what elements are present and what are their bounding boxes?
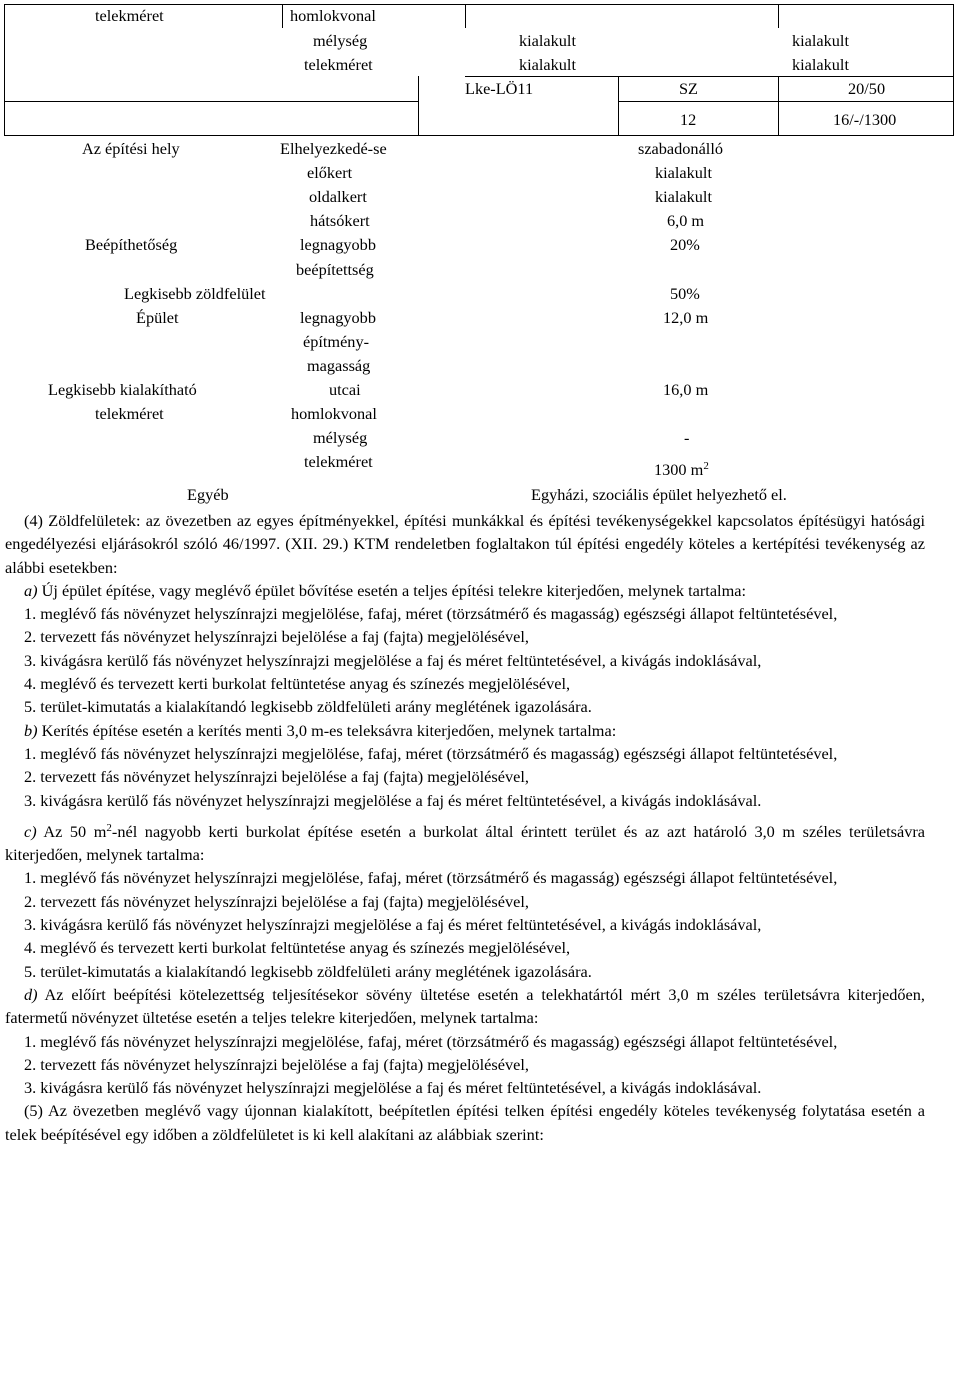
item-d-1: 1. meglévő fás növényzet helyszínrajzi megjelölése, fafaj, méret (törzsátmérő és magasság) egészségi állapot feltüntetésével, [24, 1031, 838, 1051]
row-label-epulet: Épület [136, 308, 179, 327]
cell-zone-height: 12 [680, 110, 697, 129]
row-sub-elokert: előkert [307, 163, 353, 182]
item-c [5, 820, 925, 867]
row-sub-utcai-1: utcai [329, 380, 361, 399]
row-sub-telekmeret: telekméret [304, 452, 373, 471]
item-d-3: 3. kivágásra kerülő fás növényzet helyszínrajzi megjelölése a faj és méret feltüntetésével, a kivágás indoklásával. [24, 1078, 762, 1098]
row-label-legkisebb-2: telekméret [95, 404, 164, 423]
item-d [5, 983, 925, 1030]
row-val-utcai: 16,0 m [663, 380, 709, 399]
item-c-2: 2. tervezett fás növényzet helyszínrajzi bejelölése a faj (fajta) megjelölésével, [24, 891, 529, 911]
cell-melyseg-val1: kialakult [519, 31, 576, 50]
row-sub-beepitettseg: beépítettség [296, 260, 374, 279]
item-c-text-2: -nél nagyobb kerti burkolat építése esetén a burkolat által érintett terület és az azt határoló 3,0 m széles területsávra kiterjedően, melynek tartalma: [5, 821, 925, 865]
item-b [5, 719, 925, 742]
row-val-zoldfelulet: 50% [670, 284, 700, 303]
row-val-melyseg: - [684, 428, 690, 447]
item-b-1: 1. meglévő fás növényzet helyszínrajzi megjelölése, fafaj, méret (törzsátmérő és magasság) egészségi állapot feltüntetésével, [24, 743, 838, 763]
row-label-legkisebb-1: Legkisebb kialakítható [48, 380, 197, 399]
item-a-3: 3. kivágásra kerülő fás növényzet helyszínrajzi megjelölése a faj és méret feltüntetésével, a kivágás indoklásával, [24, 650, 762, 670]
row-label-egyeb: Egyéb [187, 485, 229, 504]
row-label-epitesi-hely: Az építési hely [82, 139, 180, 158]
cell-zone-ratio: 20/50 [848, 79, 886, 98]
item-a-5: 5. terület-kimutatás a kialakítandó legkisebb zöldfelületi arány meglétének igazolására. [24, 697, 592, 717]
row-sub-legnagyobb: legnagyobb [300, 235, 376, 254]
item-a-2: 2. tervezett fás növényzet helyszínrajzi bejelölése a faj (fajta) megjelölésével, [24, 627, 529, 647]
row-sub-oldalkert: oldalkert [309, 187, 367, 206]
item-b-3: 3. kivágásra kerülő fás növényzet helyszínrajzi megjelölése a faj és méret feltüntetésével, a kivágás indoklásával. [24, 790, 762, 810]
row-val-beepitettseg: 20% [670, 235, 700, 254]
paragraph-4: (4) Zöldfelületek: az övezetben az egyes építményekkel, építési munkákkal és építési tevékenységekkel kapcsolatos építésügyi hatósági engedélyezési eljárásokról szóló 46/1997. (XII. 29.) KTM rendeletben foglaltakon túl építési engedély köteles a kertépítési tevékenység az alábbi esetekben: [5, 511, 925, 577]
body-text [5, 509, 925, 1146]
item-b-label: b) [24, 720, 38, 740]
row-val-hatsokert: 6,0 m [667, 211, 705, 230]
row-val-oldalkert: kialakult [655, 187, 712, 206]
cell-homlokvonal: homlokvonal [290, 6, 376, 25]
cell-melyseg-val2: kialakult [792, 31, 849, 50]
row-sub-utcai-2: homlokvonal [291, 404, 377, 423]
item-c-4: 4. meglévő és tervezett kerti burkolat feltüntetése anyag és színezés megjelölésével, [24, 938, 571, 958]
item-a-label: a) [24, 580, 38, 600]
row-label-beepithetoseg: Beépíthetőség [85, 235, 178, 254]
cell-telekmeret: telekméret [95, 6, 164, 25]
cell-telekmeret-val1: kialakult [519, 55, 576, 74]
cell-zone-type: SZ [679, 79, 699, 98]
row-sub-magassag-2: építmény- [303, 332, 370, 351]
item-c-text-1: Az 50 m [36, 821, 107, 841]
item-a-1: 1. meglévő fás növényzet helyszínrajzi megjelölése, fafaj, méret (törzsátmérő és magasság) egészségi állapot feltüntetésével, [24, 604, 838, 624]
telekmeret-value: 1300 m [654, 460, 704, 479]
item-c-label: c) [24, 821, 37, 841]
cell-telekmeret-val2: kialakult [792, 55, 849, 74]
row-sub-elhelyezkedes: Elhelyezkedé-se [280, 139, 387, 158]
row-val-elokert: kialakult [655, 163, 712, 182]
row-val-egyeb: Egyházi, szociális épület helyezhető el. [531, 485, 787, 504]
item-c-5: 5. terület-kimutatás a kialakítandó legkisebb zöldfelületi arány meglétének igazolására. [24, 961, 592, 981]
cell-zone-size: 16/-/1300 [833, 110, 897, 129]
item-a-4: 4. meglévő és tervezett kerti burkolat feltüntetése anyag és színezés megjelölésével, [24, 674, 571, 694]
row-sub-hatsokert: hátsókert [310, 211, 370, 230]
row-sub-melyseg: mélység [313, 428, 368, 447]
item-d-text: Az előírt beépítési kötelezettség teljesítésekor sövény ültetése esetén a telekhatártól mért 3,0 m széles területsávra kiterjedően, fatermetű növényzet ültetése esetén a teljes telekre kiterjedően, melynek tartalma: [5, 984, 925, 1028]
item-c-sup: 2 [106, 821, 112, 834]
item-c-3: 3. kivágásra kerülő fás növényzet helyszínrajzi megjelölése a faj és méret feltüntetésével, a kivágás indoklásával, [24, 915, 762, 935]
row-val-szabadonallo: szabadonálló [638, 139, 723, 158]
row-val-magassag: 12,0 m [663, 308, 709, 327]
row-sub-magassag-3: magasság [307, 356, 371, 375]
item-a [5, 579, 925, 602]
item-a-text: Új épület építése, vagy meglévő épület bővítése esetén a teljes építési telekre kiterjedően, melynek tartalma: [37, 580, 746, 600]
item-b-2: 2. tervezett fás növényzet helyszínrajzi bejelölése a faj (fajta) megjelölésével, [24, 767, 529, 787]
item-b-text: Kerítés építése esetén a kerítés menti 3,0 m-es teleksávra kiterjedően, melynek tartalma: [37, 720, 617, 740]
cell-telekmeret2: telekméret [304, 55, 373, 74]
telekmeret-sup: 2 [703, 460, 709, 472]
item-c-1: 1. meglévő fás növényzet helyszínrajzi megjelölése, fafaj, méret (törzsátmérő és magasság) egészségi állapot feltüntetésével, [24, 868, 838, 888]
row-sub-magassag-1: legnagyobb [300, 308, 376, 327]
cell-zone-code: Lke-LÖ11 [465, 79, 534, 98]
item-d-label: d) [24, 984, 38, 1004]
item-d-2: 2. tervezett fás növényzet helyszínrajzi bejelölése a faj (fajta) megjelölésével, [24, 1054, 529, 1074]
row-label-zoldfelulet: Legkisebb zöldfelület [124, 284, 266, 303]
cell-melyseg: mélység [313, 31, 368, 50]
paragraph-5: (5) Az övezetben meglévő vagy újonnan kialakított, beépítetlen építési telken építési engedély köteles tevékenység folytatása esetén a telek beépítésével egy időben a zöldfelületet is ki kell alakítani az alábbiak szerint: [5, 1101, 925, 1144]
row-val-telekmeret [654, 460, 709, 480]
